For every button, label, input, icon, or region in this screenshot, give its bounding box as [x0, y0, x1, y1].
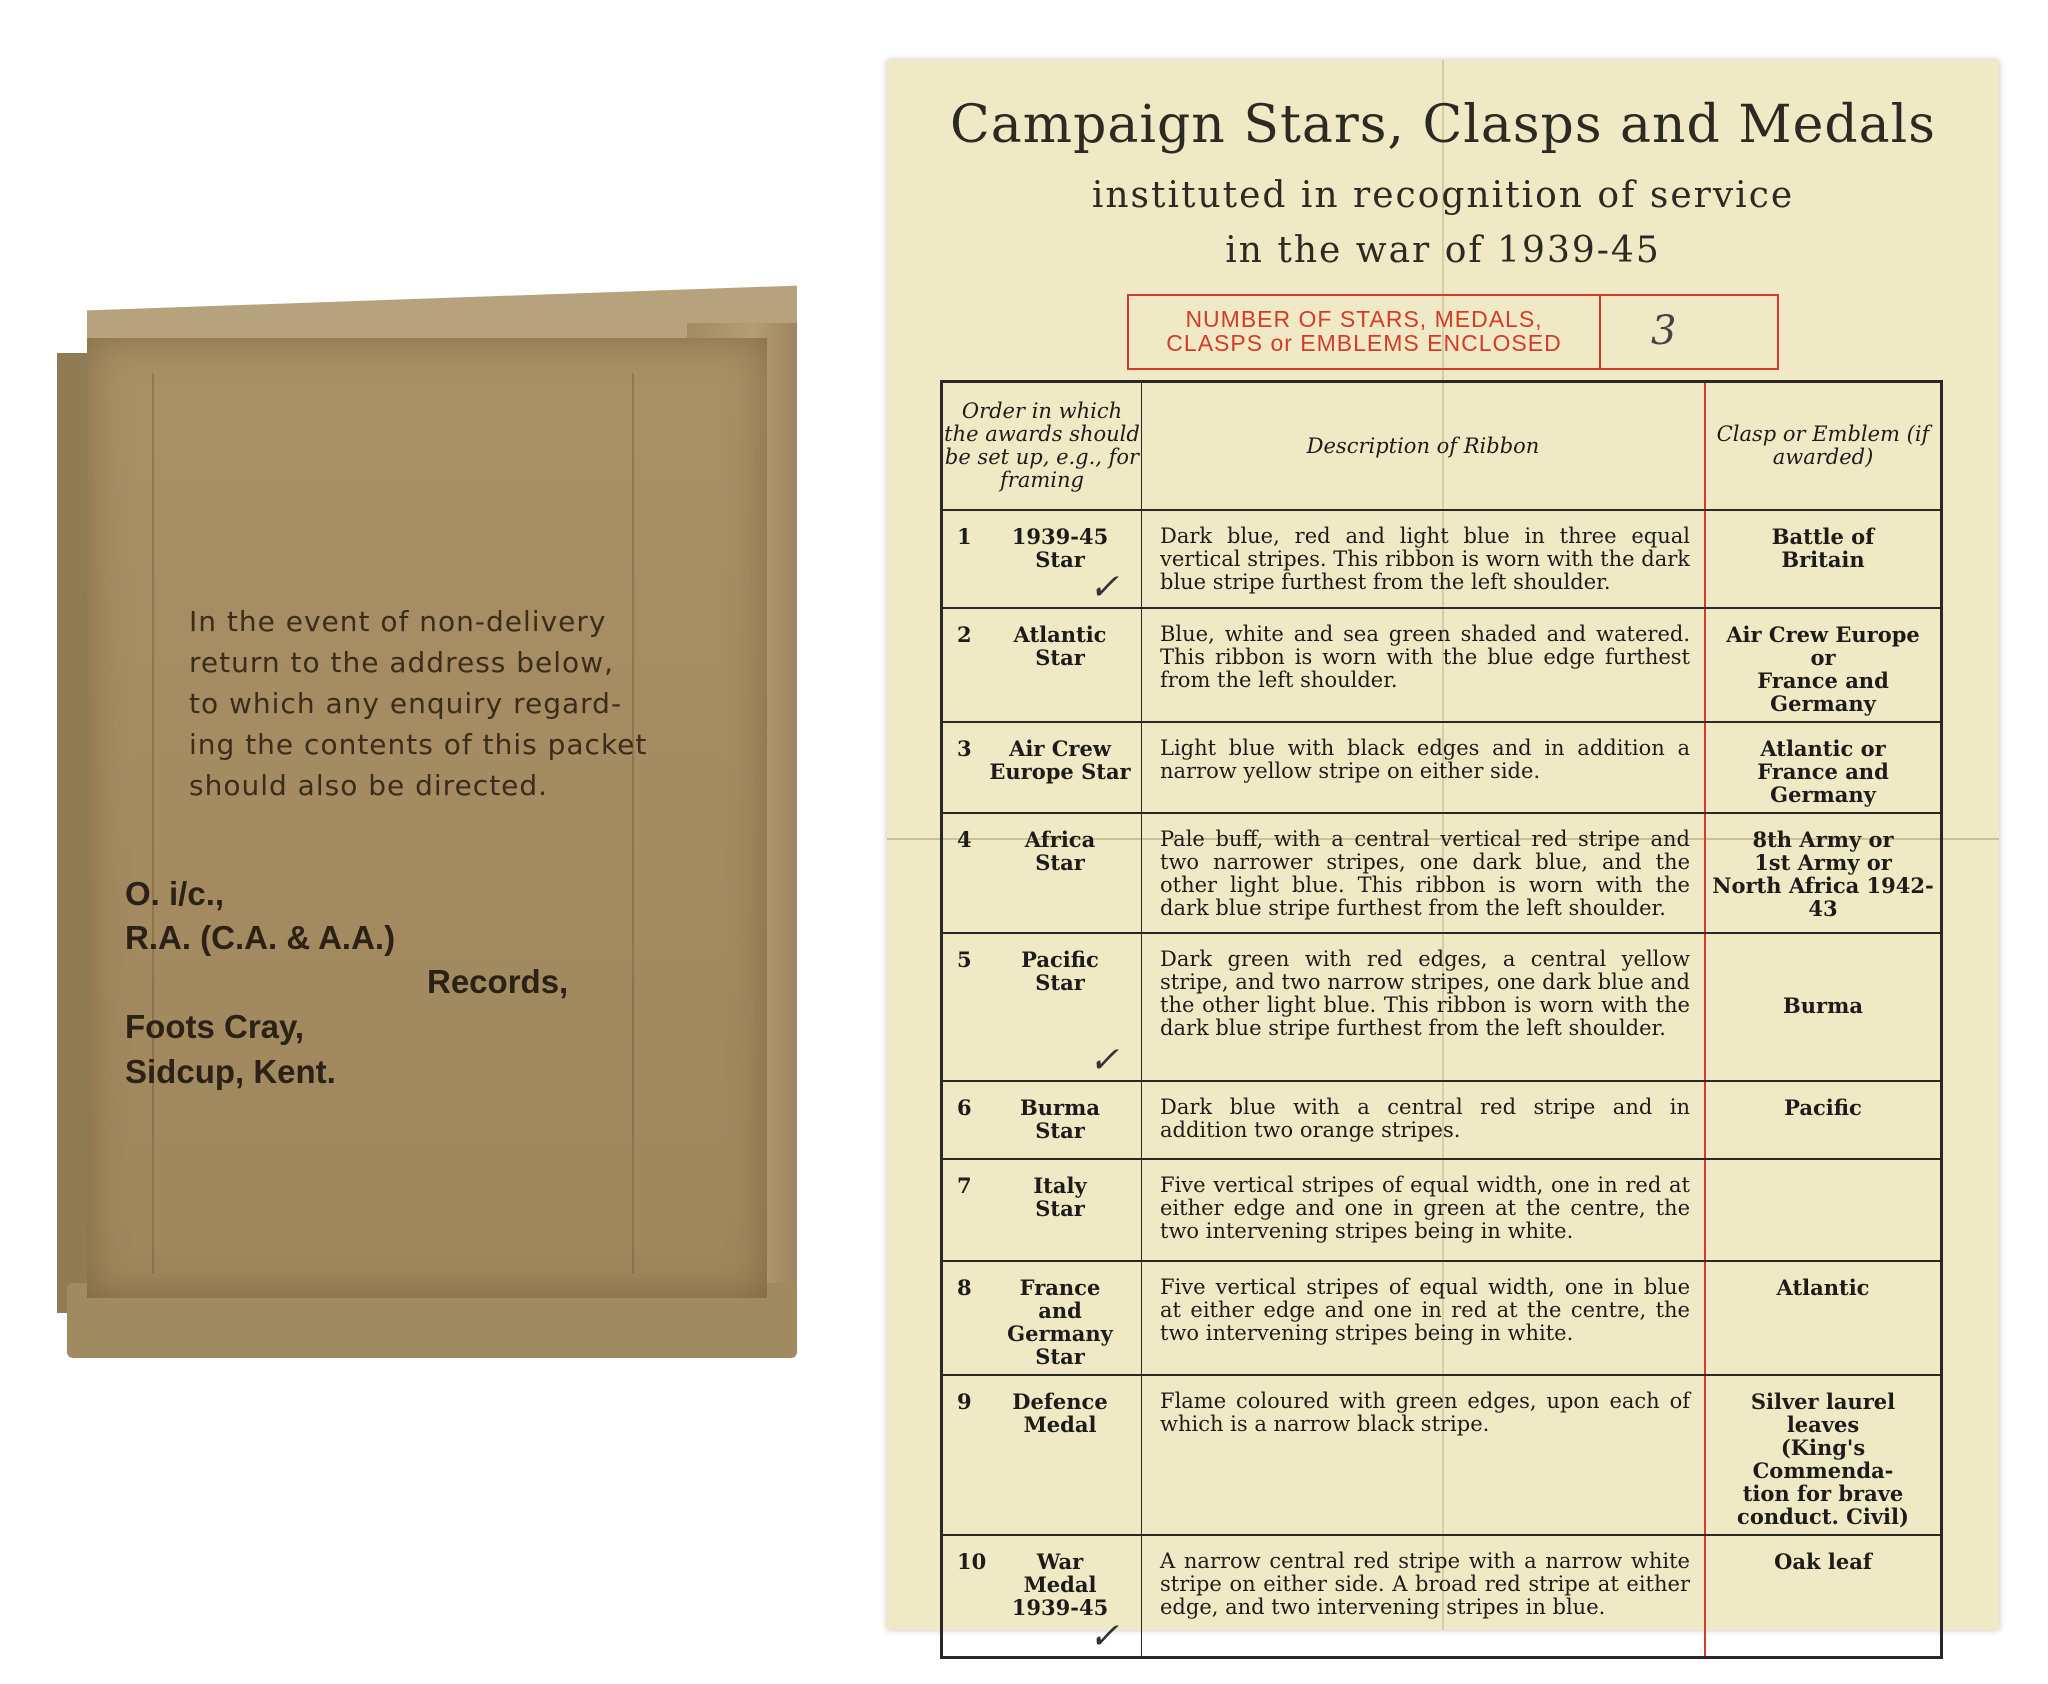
table-row: [942, 1375, 1942, 1535]
table-row: [942, 722, 1942, 813]
sheet-subtitle-1: instituted in recognition of service: [1091, 175, 1795, 216]
table-row: [942, 1081, 1942, 1159]
sheet-title: Campaign Stars, Clasps and Medals: [950, 95, 1936, 155]
clasp-emblem: 8th Army or 1st Army or North Africa 1942-43: [1705, 813, 1942, 933]
check-mark-icon: ✓: [1088, 1615, 1119, 1657]
award-name: Defence Medal: [1012, 1389, 1108, 1437]
box-front: [87, 338, 767, 1298]
clasp-emblem: Burma: [1705, 933, 1942, 1081]
clasp-emblem: Silver laurel leaves (King's Commenda- tion for brave conduct. Civil): [1705, 1375, 1942, 1535]
count-label: NUMBER OF STARS, MEDALS, CLASPS or EMBLEMS ENCLOSED: [1129, 296, 1601, 368]
award-order-cell: [942, 933, 1142, 1081]
ribbon-description: Dark green with red edges, a central yellow stripe, and two narrow stripes, one dark blue and the other light blue. This ribbon is worn with the dark blue stripe furthest from the left shoulder.: [1142, 933, 1706, 1081]
table-row: [942, 608, 1942, 722]
clasp-emblem: Battle of Britain: [1705, 510, 1942, 608]
award-order-cell: [942, 1081, 1142, 1159]
table-row: [942, 933, 1942, 1081]
award-name: 1939-45 Star: [1011, 524, 1109, 572]
award-name: Atlantic Star: [1013, 622, 1107, 670]
clasp-emblem: Pacific: [1705, 1081, 1942, 1159]
address-line-4: Foots Cray,: [125, 1008, 305, 1045]
award-number: 3: [957, 736, 972, 761]
medal-box: [57, 283, 799, 1363]
ribbon-description: Light blue with black edges and in addition a narrow yellow stripe on either side.: [1142, 722, 1706, 813]
header-order: Order in which the awards should be set up, e.g., for framing: [942, 382, 1142, 511]
award-name: Air Crew Europe Star: [989, 736, 1131, 784]
header-clasp: Clasp or Emblem (if awarded): [1705, 382, 1942, 511]
award-order-cell: [942, 1375, 1142, 1535]
address-line-3: Records,: [427, 963, 569, 1000]
award-order-cell: [942, 722, 1142, 813]
box-seam-right: [632, 373, 634, 1273]
award-name: France and Germany Star: [1007, 1275, 1113, 1369]
table-header-row: [942, 382, 1942, 511]
award-order-cell: [942, 608, 1142, 722]
ribbon-description: Blue, white and sea green shaded and watered. This ribbon is worn with the blue edge furthest from the left shoulder.: [1142, 608, 1706, 722]
award-order-cell: [942, 1535, 1142, 1657]
address-line-1: O. i/c.,: [125, 875, 225, 912]
award-name: Italy Star: [1033, 1173, 1087, 1221]
ribbon-description: A narrow central red stripe with a narrow white stripe on either side. A broad red stripe at either edge, and two intervening stripes in blue.: [1142, 1535, 1706, 1657]
non-delivery-notice: In the event of non-delivery return to the address below, to which any enquiry regard- ing the contents of this packet should also be directed.: [189, 605, 648, 802]
ribbon-description: Five vertical stripes of equal width, one in blue at either edge and one in red at the centre, the two intervening stripes being in white.: [1142, 1261, 1706, 1375]
address-line-2: R.A. (C.A. & A.A.): [125, 919, 396, 956]
award-number: 1: [957, 524, 972, 549]
award-number: 8: [957, 1275, 972, 1300]
award-number: 7: [957, 1173, 972, 1198]
award-number: 10: [957, 1549, 987, 1574]
ribbon-description: Dark blue with a central red stripe and in addition two orange stripes.: [1142, 1081, 1706, 1159]
award-order-cell: [942, 510, 1142, 608]
ribbon-description: Dark blue, red and light blue in three equal vertical stripes. This ribbon is worn with the dark blue stripe furthest from the left shoulder.: [1142, 510, 1706, 608]
ribbon-description: Pale buff, with a central vertical red stripe and two narrower stripes, one dark blue, and the other light blue. This ribbon is worn with the dark blue stripe furthest from the left shoulder.: [1142, 813, 1706, 933]
award-number: 4: [957, 827, 972, 852]
award-name: Africa Star: [1024, 827, 1096, 875]
table-row: [942, 510, 1942, 608]
ribbon-description: Five vertical stripes of equal width, one in red at either edge and one in green at the centre, the two intervening stripes being in white.: [1142, 1159, 1706, 1261]
sheet-subtitle-2: in the war of 1939-45: [1225, 230, 1661, 271]
clasp-emblem: Air Crew Europe or France and Germany: [1705, 608, 1942, 722]
count-value: 3: [1651, 308, 1677, 354]
clasp-emblem: [1705, 1159, 1942, 1261]
award-name: War Medal 1939-45: [1011, 1549, 1109, 1620]
box-seam-left: [152, 373, 154, 1273]
check-mark-icon: ✓: [1088, 1040, 1119, 1081]
award-number: 9: [957, 1389, 972, 1414]
table-row: [942, 1535, 1942, 1657]
clasp-emblem: Atlantic: [1705, 1261, 1942, 1375]
count-box: [1127, 294, 1779, 370]
address-line-5: Sidcup, Kent.: [125, 1053, 336, 1090]
award-number: 6: [957, 1095, 972, 1120]
award-number: 5: [957, 947, 972, 972]
award-order-cell: [942, 813, 1142, 933]
award-order-cell: [942, 1159, 1142, 1261]
clasp-emblem: Atlantic or France and Germany: [1705, 722, 1942, 813]
award-name: Pacific Star: [1021, 947, 1099, 995]
awards-table: [940, 380, 1943, 1659]
medal-sheet: [887, 60, 1999, 1657]
table-row: [942, 1261, 1942, 1375]
award-name: Burma Star: [1020, 1095, 1100, 1143]
check-mark-icon: ✓: [1088, 567, 1119, 608]
table-row: [942, 813, 1942, 933]
clasp-emblem: Oak leaf: [1705, 1535, 1942, 1657]
award-order-cell: [942, 1261, 1142, 1375]
ribbon-description: Flame coloured with green edges, upon each of which is a narrow black stripe.: [1142, 1375, 1706, 1535]
table-row: [942, 1159, 1942, 1261]
award-number: 2: [957, 622, 972, 647]
header-description: Description of Ribbon: [1142, 382, 1706, 511]
